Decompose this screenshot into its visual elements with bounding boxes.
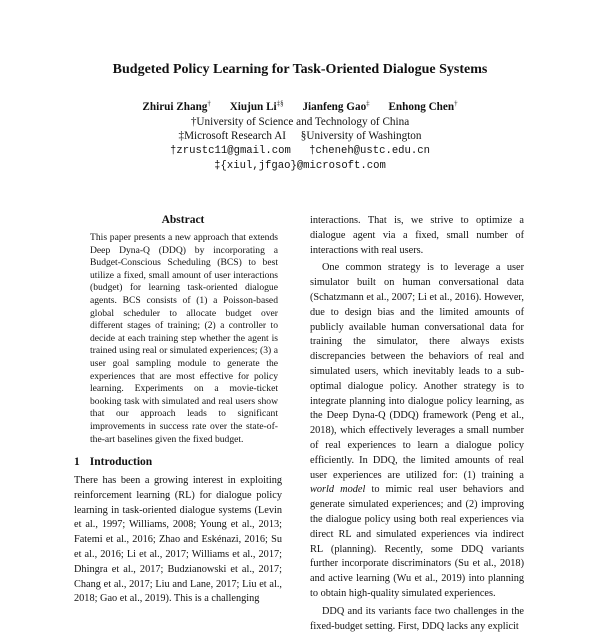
right-column: [310, 214, 524, 634]
abstract-heading: Abstract: [161, 214, 205, 226]
email-row: [0, 144, 600, 159]
section-number: 1: [74, 456, 80, 469]
author: Xiujun Li‡§: [229, 99, 284, 113]
author: Jianfeng Gao‡: [302, 99, 370, 113]
section-title: Introduction: [89, 456, 153, 469]
section-heading: [74, 456, 282, 468]
affiliation: ‡Microsoft Research AI: [178, 130, 286, 143]
email: †zrustc11@gmail.com: [170, 145, 291, 158]
author: Enhong Chen†: [388, 99, 458, 113]
left-column: [74, 214, 282, 607]
author-block: [0, 96, 600, 174]
email: ‡{xiul,jfgao}@microsoft.com: [214, 159, 386, 172]
abstract-text: This paper presents a new approach that extends Deep Dyna-Q (DDQ) by incorporating a Budget-Conscious Scheduling (BCS) to best utilize a fixed, small amount of user interactions (budget) for learning task-oriented dialogue agents. BCS consists of (1) a Poisson-based global scheduler to allocate budget over different stages of training; (2) a controller to decide at each training step whether the agent is trained using real or simulated experiences; (3) a user goal sampling module to generate the experiences that are most effective for policy learning. Experiments on a movie-ticket booking task with simulated and real users show that our approach leads to significant improvements in success rate over the state-of-the-art baselines given the fixed budget.: [90, 232, 278, 445]
emphasis-text: world model: [310, 484, 366, 496]
paper-title: Budgeted Policy Learning for Task-Oriented Dialogue Systems: [112, 62, 488, 77]
author: Zhirui Zhang†: [142, 99, 211, 113]
intro-paragraph-continued: interactions. That is, we strive to optimize a dialogue agent via a fixed, small number of interactions with real users.: [310, 215, 524, 256]
intro-paragraph: DDQ and its variants face two challenges in the fixed-budget setting. First, DDQ lacks any explicit: [310, 605, 524, 632]
affiliation-row: [0, 129, 600, 144]
email: †cheneh@ustc.edu.cn: [309, 145, 430, 158]
intro-paragraph: One common strategy is to leverage a user simulator built on human conversational data (Schatzmann et al., 2007; Li et al., 2016). However, due to design bias and the limited amounts of publicly available human conversational data for training the simulator, there always exists discrepancies between the behaviors of real and simulated users, which inevitably leads to a sub-optimal dialogue policy. Another strategy is to integrate planning into dialogue policy learning, as the Deep Dyna-Q (DDQ) framework (Peng et al., 2018), which effectively leverages a small number of real experiences to learn a dialogue policy efficiently. In DDQ, the limited amounts of real user experiences are utilized for: (1) training a world model to mimic real user behaviors and generate simulated experiences; and (2) improving the dialogue policy using both real experiences via direct RL and simulated experiences via indirect RL (planning). Recently, some DDQ variants further incorporate discriminators (Su et al., 2018) and active learning (Wu et al., 2019) into planning to obtain high-quality simulated experiences.: [310, 262, 524, 599]
intro-paragraph: There has been a growing interest in exploiting reinforcement learning (RL) for dialogue policy learning in task-oriented dialogue systems (Levin et al., 1997; Williams, 2008; Young et al., 2013; Fatemi et al., 2016; Zhao and Eskénazi, 2016; Su et al., 2016; Li et al., 2017; Williams et al., 2017; Dhingra et al., 2017; Budzianowski et al., 2017; Chang et al., 2017; Liu and Lane, 2017; Liu et al., 2018; Gao et al., 2019). This is a challenging: [74, 475, 282, 605]
affiliation: †University of Science and Technology of China: [190, 115, 410, 128]
affiliation: §University of Washington: [300, 130, 422, 143]
author-list: [0, 96, 600, 115]
